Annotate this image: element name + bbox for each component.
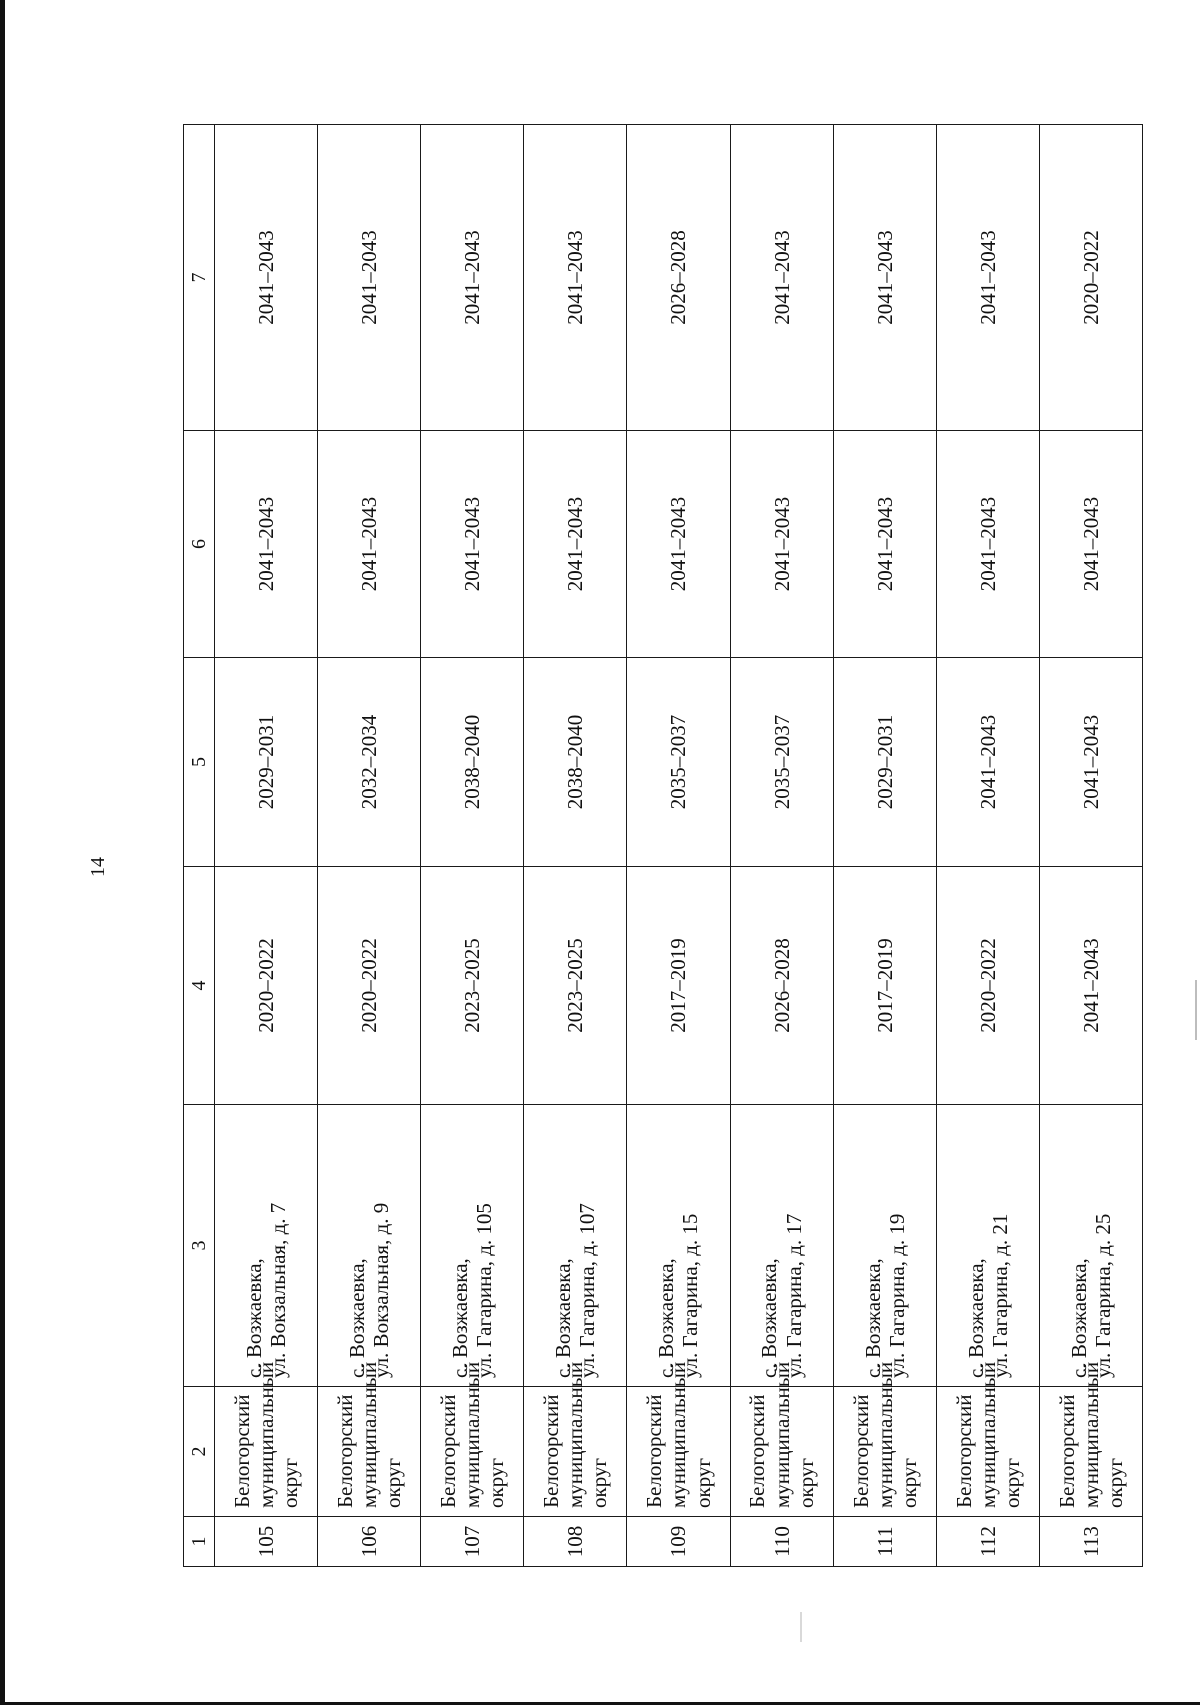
row-number-cell: 108	[524, 1517, 627, 1567]
period-cell-c7: 2041–2043	[936, 125, 1039, 431]
district-cell	[215, 1361, 318, 1517]
district-line: муниципальный	[666, 1361, 691, 1508]
scan-speck	[1195, 980, 1197, 1040]
period-cell-c5: 2029–2031	[833, 658, 936, 867]
period-cell-c5: 2041–2043	[936, 658, 1039, 867]
column-header: 7	[184, 125, 215, 431]
period-cell-c4: 2020–2022	[215, 867, 318, 1105]
district-line: округ	[896, 1457, 921, 1508]
district-line: муниципальный	[769, 1361, 794, 1508]
district-line: Белогорский	[848, 1394, 873, 1508]
address-cell	[524, 1105, 627, 1387]
column-header: 2	[184, 1387, 215, 1517]
address-line: ул. Гагарина, д. 19	[884, 1213, 909, 1378]
row-number-cell: 111	[833, 1517, 936, 1567]
address-line: с. Возжаевка,	[241, 1258, 266, 1378]
period-cell-c5: 2038–2040	[524, 658, 627, 867]
address-cell	[318, 1105, 421, 1387]
period-cell-c7: 2041–2043	[215, 125, 318, 431]
period-cell-c5: 2041–2043	[1039, 658, 1142, 867]
address-cell	[215, 1105, 318, 1387]
row-number-cell: 112	[936, 1517, 1039, 1567]
district-line: муниципальный	[460, 1361, 485, 1508]
period-cell-c5: 2032–2034	[318, 658, 421, 867]
address-line: с. Возжаевка,	[1066, 1258, 1091, 1378]
row-number-cell: 106	[318, 1517, 421, 1567]
address-cell	[730, 1105, 833, 1387]
period-cell-c7: 2041–2043	[421, 125, 524, 431]
period-cell-c6: 2041–2043	[833, 431, 936, 658]
period-cell-c6: 2041–2043	[1039, 431, 1142, 658]
period-cell-c4: 2023–2025	[421, 867, 524, 1105]
district-line: Белогорский	[539, 1394, 564, 1508]
district-line: Белогорский	[332, 1394, 357, 1508]
district-cell	[524, 1361, 627, 1517]
address-cell	[936, 1105, 1039, 1387]
address-cell	[627, 1105, 730, 1387]
table-row	[936, 125, 1039, 1567]
period-cell-c5: 2038–2040	[421, 658, 524, 867]
address-line: с. Возжаевка,	[860, 1258, 885, 1378]
period-cell-c6: 2041–2043	[730, 431, 833, 658]
address-cell	[833, 1105, 936, 1387]
district-line: Белогорский	[436, 1394, 461, 1508]
data-table	[183, 124, 1143, 1567]
address-line: с. Возжаевка,	[345, 1258, 370, 1378]
period-cell-c5: 2035–2037	[627, 658, 730, 867]
page-number: 14	[86, 857, 109, 877]
row-number-cell: 113	[1039, 1517, 1142, 1567]
table-frame	[183, 125, 1143, 1567]
district-line: округ	[381, 1457, 406, 1508]
period-cell-c6: 2041–2043	[524, 431, 627, 658]
district-line: Белогорский	[951, 1394, 976, 1508]
period-cell-c7: 2041–2043	[833, 125, 936, 431]
district-line: округ	[278, 1457, 303, 1508]
district-line: округ	[587, 1457, 612, 1508]
address-line: ул. Гагарина, д. 105	[472, 1203, 497, 1378]
address-line: ул. Вокзальная, д. 7	[266, 1202, 291, 1378]
period-cell-c4: 2041–2043	[1039, 867, 1142, 1105]
address-line: с. Возжаевка,	[757, 1258, 782, 1378]
table-row	[318, 125, 421, 1567]
row-number-cell: 109	[627, 1517, 730, 1567]
period-cell-c4: 2017–2019	[833, 867, 936, 1105]
period-cell-c4: 2026–2028	[730, 867, 833, 1105]
scan-speck	[800, 1612, 802, 1642]
address-line: с. Возжаевка,	[448, 1258, 473, 1378]
district-line: Белогорский	[642, 1394, 667, 1508]
rotated-table-container	[183, 125, 1143, 1567]
period-cell-c4: 2017–2019	[627, 867, 730, 1105]
address-cell	[421, 1105, 524, 1387]
period-cell-c6: 2041–2043	[318, 431, 421, 658]
district-line: округ	[690, 1457, 715, 1508]
district-line: муниципальный	[872, 1361, 897, 1508]
table-row	[421, 125, 524, 1567]
district-line: муниципальный	[975, 1361, 1000, 1508]
period-cell-c6: 2041–2043	[936, 431, 1039, 658]
table-row	[215, 125, 318, 1567]
period-cell-c5: 2035–2037	[730, 658, 833, 867]
district-cell	[421, 1361, 524, 1517]
column-header: 4	[184, 867, 215, 1105]
row-number-cell: 105	[215, 1517, 318, 1567]
district-line: округ	[484, 1457, 509, 1508]
period-cell-c7: 2020–2022	[1039, 125, 1142, 431]
district-line: Белогорский	[745, 1394, 770, 1508]
period-cell-c7: 2041–2043	[730, 125, 833, 431]
district-cell	[833, 1361, 936, 1517]
address-line: ул. Гагарина, д. 25	[1090, 1213, 1115, 1378]
period-cell-c6: 2041–2043	[421, 431, 524, 658]
district-cell	[627, 1361, 730, 1517]
address-line: ул. Вокзальная, д. 9	[369, 1202, 394, 1378]
table-body	[215, 125, 1143, 1567]
table-row	[730, 125, 833, 1567]
address-line: с. Возжаевка,	[551, 1258, 576, 1378]
table-row	[627, 125, 730, 1567]
address-line: с. Возжаевка,	[654, 1258, 679, 1378]
district-line: округ	[793, 1457, 818, 1508]
period-cell-c4: 2020–2022	[318, 867, 421, 1105]
header-row	[184, 125, 215, 1567]
district-line: муниципальный	[357, 1361, 382, 1508]
address-cell	[1039, 1105, 1142, 1387]
district-line: муниципальный	[563, 1361, 588, 1508]
district-line: округ	[999, 1457, 1024, 1508]
row-number-cell: 107	[421, 1517, 524, 1567]
district-line: муниципальный	[1078, 1361, 1103, 1508]
row-number-cell: 110	[730, 1517, 833, 1567]
address-line: ул. Гагарина, д. 21	[987, 1213, 1012, 1378]
period-cell-c4: 2023–2025	[524, 867, 627, 1105]
district-cell	[1039, 1361, 1142, 1517]
period-cell-c6: 2041–2043	[215, 431, 318, 658]
address-line: ул. Гагарина, д. 107	[575, 1203, 600, 1378]
column-header: 6	[184, 431, 215, 658]
period-cell-c7: 2041–2043	[524, 125, 627, 431]
column-header: 1	[184, 1517, 215, 1567]
district-line: округ	[1103, 1457, 1127, 1508]
district-cell	[730, 1361, 833, 1517]
table-row	[1039, 125, 1142, 1567]
address-line: ул. Гагарина, д. 17	[781, 1213, 806, 1378]
period-cell-c7: 2041–2043	[318, 125, 421, 431]
period-cell-c6: 2041–2043	[627, 431, 730, 658]
address-line: с. Возжаевка,	[963, 1258, 988, 1378]
column-header: 5	[184, 658, 215, 867]
period-cell-c4: 2020–2022	[936, 867, 1039, 1105]
scan-edge-left	[0, 0, 5, 1705]
address-line: ул. Гагарина, д. 15	[678, 1213, 703, 1378]
column-header: 3	[184, 1105, 215, 1387]
district-line: Белогорский	[1054, 1394, 1079, 1508]
district-cell	[936, 1361, 1039, 1517]
table-row	[524, 125, 627, 1567]
district-line: Белогорский	[229, 1394, 254, 1508]
table-row	[833, 125, 936, 1567]
district-cell	[318, 1361, 421, 1517]
district-line: муниципальный	[253, 1361, 278, 1508]
period-cell-c7: 2026–2028	[627, 125, 730, 431]
period-cell-c5: 2029–2031	[215, 658, 318, 867]
